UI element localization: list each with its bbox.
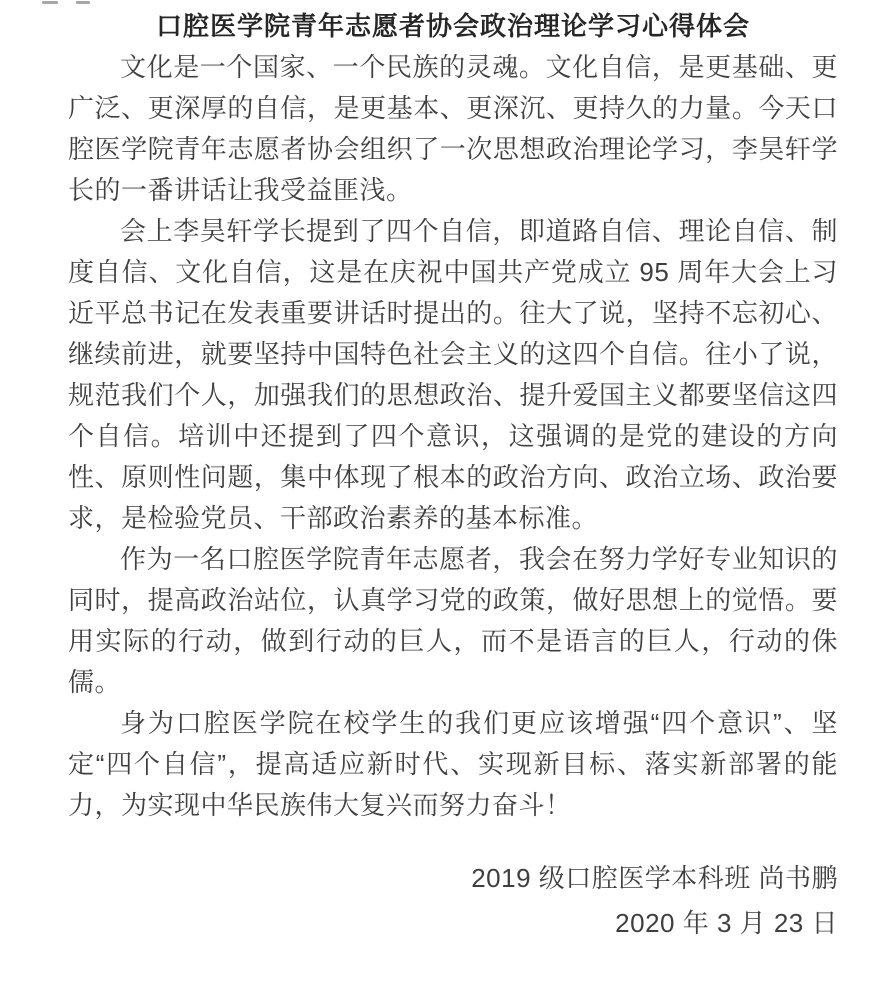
paragraph-1: 文化是一个国家、一个民族的灵魂。文化自信，是更基础、更广泛、更深厚的自信，是更基本、更深沉、更持久的力量。今天口腔医学院青年志愿者协会组织了一次思想政治理论学习，李昊轩学长的一番讲话让我受益匪浅。 bbox=[68, 52, 838, 205]
scan-artifact bbox=[76, 1, 90, 4]
date-line: 2020 年 3 月 23 日 bbox=[615, 908, 838, 938]
signature-block bbox=[68, 856, 838, 946]
document-title: 口腔医学院青年志愿者协会政治理论学习心得体会 bbox=[155, 11, 750, 41]
paragraph-2: 会上李昊轩学长提到了四个自信，即道路自信、理论自信、制度自信、文化自信，这是在庆祝中国共产党成立 95 周年大会上习近平总书记在发表重要讲话时提出的。往大了说，坚持不忘初心、继续前进，就要坚持中国特色社会主义的这四个自信。往小了说，规范我们个人，加强我们的思想政治、提升爱国主义都要坚信这四个自信。培训中还提到了四个意识，这强调的是党的建设的方向性、原则性问题，集中体现了根本的政治方向、政治立场、政治要求，是检验党员、干部政治素养的基本标准。 bbox=[68, 216, 838, 533]
signature-line: 2019 级口腔医学本科班 尚书鹏 bbox=[471, 863, 838, 893]
scan-artifact bbox=[42, 1, 58, 4]
paragraph-4: 身为口腔医学院在校学生的我们更应该增强“四个意识”、坚定“四个自信”，提高适应新时代、实现新目标、落实新部署的能力，为实现中华民族伟大复兴而努力奋斗！ bbox=[68, 708, 838, 820]
paragraph-3: 作为一名口腔医学院青年志愿者，我会在努力学好专业知识的同时，提高政治站位，认真学习党的政策，做好思想上的觉悟。要用实际的行动，做到行动的巨人，而不是语言的巨人，行动的侏儒。 bbox=[68, 544, 838, 697]
